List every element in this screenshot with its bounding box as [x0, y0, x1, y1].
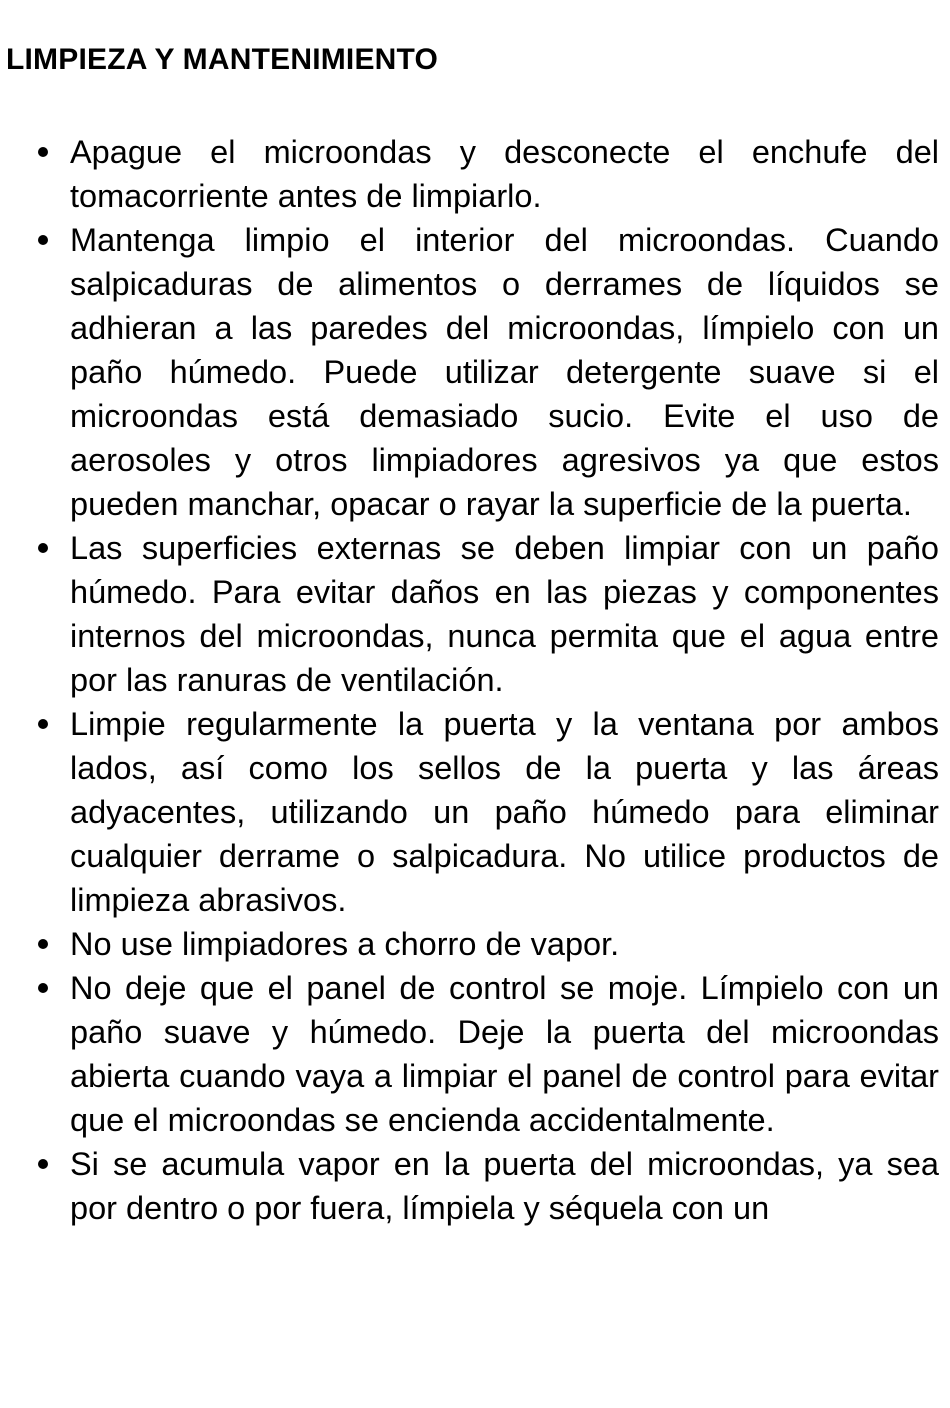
bullet-icon [38, 147, 48, 157]
list-item [0, 922, 939, 966]
list-item [0, 1142, 939, 1230]
list-item [0, 218, 939, 526]
section-title: LIMPIEZA Y MANTENIMIENTO [6, 43, 439, 76]
list-item-text: Si se acumula vapor en la puerta del microondas, ya sea por dentro o por fuera, límpiela y séquela con un [70, 1146, 939, 1226]
list-item-text: Mantenga limpio el interior del microondas. Cuando salpicaduras de alimentos o derrames de líquidos se adhieran a las paredes del microondas, límpielo con un paño húmedo. Puede utilizar detergente suave si el microondas está demasiado sucio. Evite el uso de aerosoles y otros limpiadores agresivos ya que estos pueden manchar, opacar o rayar la superficie de la puerta. [70, 222, 939, 522]
bullet-icon [38, 939, 48, 949]
list-item-text: Limpie regularmente la puerta y la ventana por ambos lados, así como los sellos de la puerta y las áreas adyacentes, utilizando un paño húmedo para eliminar cualquier derrame o salpicadura. No utilice productos de limpieza abrasivos. [70, 706, 939, 918]
bullet-icon [38, 983, 48, 993]
list-item-text: No deje que el panel de control se moje. Límpielo con un paño suave y húmedo. Deje la puerta del microondas abierta cuando vaya a limpiar el panel de control para evitar que el microondas se encienda accidentalmente. [70, 970, 939, 1138]
list-item [0, 966, 939, 1142]
bullet-icon [38, 543, 48, 553]
bullet-icon [38, 719, 48, 729]
list-item-text: Apague el microondas y desconecte el enchufe del tomacorriente antes de limpiarlo. [70, 134, 939, 214]
list-item-text: Las superficies externas se deben limpiar con un paño húmedo. Para evitar daños en las piezas y componentes internos del microondas, nunca permita que el agua entre por las ranuras de ventilación. [70, 530, 939, 698]
bullet-icon [38, 235, 48, 245]
instruction-list [0, 130, 950, 1230]
list-item [0, 526, 939, 702]
list-item [0, 130, 939, 218]
list-item-text: No use limpiadores a chorro de vapor. [70, 926, 620, 962]
list-item [0, 702, 939, 922]
bullet-icon [38, 1159, 48, 1169]
